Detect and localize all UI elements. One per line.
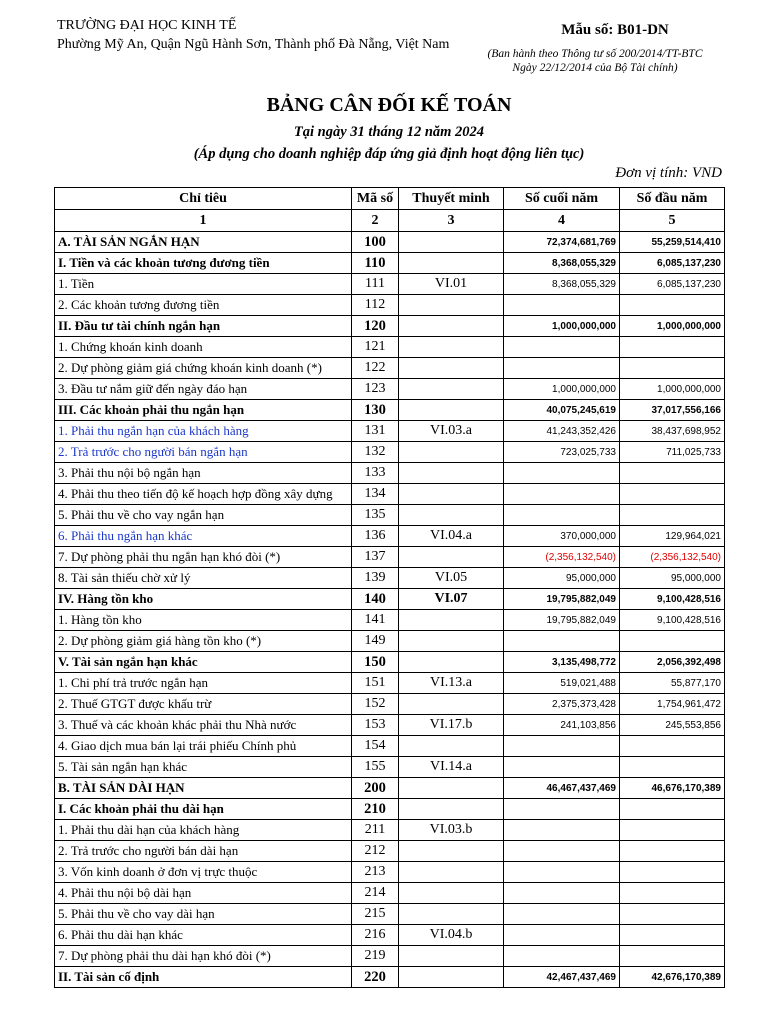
table-row — [55, 568, 725, 589]
table-row — [55, 484, 725, 505]
row-year-end-value: 72,374,681,769 — [504, 232, 620, 253]
row-year-end-value: 46,467,437,469 — [504, 778, 620, 799]
row-year-start-value — [620, 862, 725, 883]
row-note — [399, 946, 504, 967]
row-year-end-value — [504, 946, 620, 967]
row-year-end-value: 95,000,000 — [504, 568, 620, 589]
row-label: 6. Phải thu ngắn hạn khác — [55, 526, 352, 547]
legal-basis-line-1: (Ban hành theo Thông tư số 200/2014/TT-BTC — [487, 48, 703, 60]
row-label: 8. Tài sản thiếu chờ xử lý — [55, 568, 352, 589]
row-year-start-value: 245,553,856 — [620, 715, 725, 736]
row-year-start-value — [620, 358, 725, 379]
row-label: 3. Đầu tư nắm giữ đến ngày đáo hạn — [55, 379, 352, 400]
row-year-start-value — [620, 799, 725, 820]
row-code: 123 — [352, 379, 399, 400]
row-year-start-value: 9,100,428,516 — [620, 610, 725, 631]
balance-sheet-table — [54, 187, 725, 988]
row-code: 121 — [352, 337, 399, 358]
row-code: 112 — [352, 295, 399, 316]
row-code: 130 — [352, 400, 399, 421]
row-label: II. Đầu tư tài chính ngắn hạn — [55, 316, 352, 337]
table-row — [55, 820, 725, 841]
table-row — [55, 631, 725, 652]
table-row — [55, 526, 725, 547]
row-label: V. Tài sản ngắn hạn khác — [55, 652, 352, 673]
row-label: 2. Trả trước cho người bán ngắn hạn — [55, 442, 352, 463]
row-label: 4. Phải thu nội bộ dài hạn — [55, 883, 352, 904]
row-note: VI.04.b — [399, 925, 504, 946]
row-label: 2. Các khoản tương đương tiền — [55, 295, 352, 316]
row-year-end-value: 19,795,882,049 — [504, 610, 620, 631]
row-label: 1. Chi phí trả trước ngắn hạn — [55, 673, 352, 694]
table-row — [55, 715, 725, 736]
row-year-end-value: 8,368,055,329 — [504, 274, 620, 295]
row-year-start-value: 1,000,000,000 — [620, 379, 725, 400]
row-note — [399, 652, 504, 673]
table-row — [55, 316, 725, 337]
row-label: A. TÀI SẢN NGẮN HẠN — [55, 232, 352, 253]
table-body — [55, 232, 725, 988]
row-label: II. Tài sản cố định — [55, 967, 352, 988]
row-label: 5. Tài sản ngắn hạn khác — [55, 757, 352, 778]
table-row — [55, 610, 725, 631]
row-code: 131 — [352, 421, 399, 442]
row-year-end-value — [504, 631, 620, 652]
legal-basis — [470, 47, 720, 75]
row-year-end-value — [504, 925, 620, 946]
table-row — [55, 505, 725, 526]
row-note: VI.14.a — [399, 757, 504, 778]
row-label: 5. Phải thu về cho vay ngắn hạn — [55, 505, 352, 526]
table-row — [55, 673, 725, 694]
organization-header — [57, 16, 449, 54]
row-label: 1. Hàng tồn kho — [55, 610, 352, 631]
row-label: 3. Phải thu nội bộ ngắn hạn — [55, 463, 352, 484]
column-header-code: Mã số — [352, 188, 399, 210]
row-year-end-value — [504, 358, 620, 379]
row-label: 6. Phải thu dài hạn khác — [55, 925, 352, 946]
row-label: 1. Tiền — [55, 274, 352, 295]
column-number: 4 — [504, 210, 620, 232]
row-year-start-value: 38,437,698,952 — [620, 421, 725, 442]
row-year-end-value — [504, 463, 620, 484]
row-label: 5. Phải thu về cho vay dài hạn — [55, 904, 352, 925]
row-code: 141 — [352, 610, 399, 631]
row-year-end-value — [504, 820, 620, 841]
row-code: 152 — [352, 694, 399, 715]
row-label: 2. Dự phòng giảm giá chứng khoán kinh doanh (*) — [55, 358, 352, 379]
row-code: 155 — [352, 757, 399, 778]
row-year-start-value — [620, 295, 725, 316]
org-name: TRƯỜNG ĐẠI HỌC KINH TẾ — [57, 18, 237, 33]
row-note: VI.03.b — [399, 820, 504, 841]
row-note: VI.05 — [399, 568, 504, 589]
row-year-end-value — [504, 799, 620, 820]
row-note: VI.07 — [399, 589, 504, 610]
row-year-start-value — [620, 883, 725, 904]
row-year-end-value — [504, 862, 620, 883]
row-code: 215 — [352, 904, 399, 925]
row-year-end-value — [504, 736, 620, 757]
row-note — [399, 316, 504, 337]
row-year-end-value — [504, 757, 620, 778]
row-code: 210 — [352, 799, 399, 820]
row-code: 100 — [352, 232, 399, 253]
form-number: Mẫu số: B01-DN — [561, 22, 669, 38]
row-year-end-value: 41,243,352,426 — [504, 421, 620, 442]
row-note — [399, 862, 504, 883]
row-note — [399, 631, 504, 652]
row-year-start-value: 95,000,000 — [620, 568, 725, 589]
legal-basis-line-2: Ngày 22/12/2014 của Bộ Tài chính) — [512, 62, 678, 74]
row-year-start-value: 1,000,000,000 — [620, 316, 725, 337]
row-note — [399, 463, 504, 484]
row-note — [399, 253, 504, 274]
row-note — [399, 379, 504, 400]
row-year-start-value: 1,754,961,472 — [620, 694, 725, 715]
row-year-end-value: 519,021,488 — [504, 673, 620, 694]
column-number: 1 — [55, 210, 352, 232]
row-code: 136 — [352, 526, 399, 547]
row-code: 211 — [352, 820, 399, 841]
row-year-start-value: 55,259,514,410 — [620, 232, 725, 253]
row-note — [399, 904, 504, 925]
table-row — [55, 463, 725, 484]
row-label: 4. Giao dịch mua bán lại trái phiếu Chính phủ — [55, 736, 352, 757]
table-row — [55, 337, 725, 358]
row-note — [399, 967, 504, 988]
row-note — [399, 736, 504, 757]
row-label: IV. Hàng tồn kho — [55, 589, 352, 610]
row-note — [399, 358, 504, 379]
row-year-start-value: 42,676,170,389 — [620, 967, 725, 988]
row-code: 139 — [352, 568, 399, 589]
row-year-end-value — [504, 904, 620, 925]
table-row — [55, 589, 725, 610]
row-year-start-value — [620, 904, 725, 925]
row-year-start-value — [620, 736, 725, 757]
row-year-end-value: 8,368,055,329 — [504, 253, 620, 274]
row-year-start-value — [620, 946, 725, 967]
row-year-start-value — [620, 505, 725, 526]
org-address: Phường Mỹ An, Quận Ngũ Hành Sơn, Thành phố Đà Nẵng, Việt Nam — [57, 37, 450, 52]
row-year-start-value: 711,025,733 — [620, 442, 725, 463]
row-note: VI.13.a — [399, 673, 504, 694]
row-year-end-value: 723,025,733 — [504, 442, 620, 463]
table-row — [55, 757, 725, 778]
row-year-start-value: 37,017,556,166 — [620, 400, 725, 421]
row-year-start-value: 6,085,137,230 — [620, 274, 725, 295]
row-year-end-value: 1,000,000,000 — [504, 379, 620, 400]
row-year-end-value: (2,356,132,540) — [504, 547, 620, 568]
table-row — [55, 421, 725, 442]
row-note — [399, 295, 504, 316]
row-label: 1. Phải thu ngắn hạn của khách hàng — [55, 421, 352, 442]
row-year-start-value — [620, 337, 725, 358]
row-note: VI.03.a — [399, 421, 504, 442]
row-code: 149 — [352, 631, 399, 652]
row-year-end-value: 1,000,000,000 — [504, 316, 620, 337]
table-row — [55, 442, 725, 463]
table-row — [55, 652, 725, 673]
row-code: 122 — [352, 358, 399, 379]
table-row — [55, 862, 725, 883]
table-row — [55, 841, 725, 862]
row-year-end-value: 2,375,373,428 — [504, 694, 620, 715]
table-row — [55, 274, 725, 295]
row-label: 2. Trả trước cho người bán dài hạn — [55, 841, 352, 862]
row-code: 140 — [352, 589, 399, 610]
row-label: 3. Thuế và các khoản khác phải thu Nhà nước — [55, 715, 352, 736]
row-label: 4. Phải thu theo tiến độ kế hoạch hợp đồng xây dựng — [55, 484, 352, 505]
table-row — [55, 400, 725, 421]
row-label: B. TÀI SẢN DÀI HẠN — [55, 778, 352, 799]
row-note — [399, 694, 504, 715]
row-label: III. Các khoản phải thu ngắn hạn — [55, 400, 352, 421]
row-note: VI.17.b — [399, 715, 504, 736]
row-code: 154 — [352, 736, 399, 757]
row-year-end-value — [504, 841, 620, 862]
row-note — [399, 337, 504, 358]
table-row — [55, 736, 725, 757]
row-year-end-value: 3,135,498,772 — [504, 652, 620, 673]
row-code: 213 — [352, 862, 399, 883]
row-year-end-value: 241,103,856 — [504, 715, 620, 736]
row-code: 220 — [352, 967, 399, 988]
table-row — [55, 547, 725, 568]
row-label: I. Các khoản phải thu dài hạn — [55, 799, 352, 820]
row-note: VI.01 — [399, 274, 504, 295]
row-code: 132 — [352, 442, 399, 463]
row-code: 133 — [352, 463, 399, 484]
row-year-start-value — [620, 841, 725, 862]
row-note — [399, 400, 504, 421]
row-year-start-value: 2,056,392,498 — [620, 652, 725, 673]
report-date: Tại ngày 31 tháng 12 năm 2024 — [293, 124, 485, 140]
row-label: 1. Chứng khoán kinh doanh — [55, 337, 352, 358]
row-code: 111 — [352, 274, 399, 295]
row-label: 7. Dự phòng phải thu dài hạn khó đòi (*) — [55, 946, 352, 967]
row-note — [399, 505, 504, 526]
row-note — [399, 484, 504, 505]
row-code: 135 — [352, 505, 399, 526]
table-row — [55, 904, 725, 925]
table-row — [55, 925, 725, 946]
row-note — [399, 232, 504, 253]
row-year-start-value — [620, 463, 725, 484]
table-row — [55, 967, 725, 988]
column-number-row — [55, 210, 725, 232]
row-code: 150 — [352, 652, 399, 673]
row-label: 1. Phải thu dài hạn của khách hàng — [55, 820, 352, 841]
row-year-start-value: 129,964,021 — [620, 526, 725, 547]
row-label: 7. Dự phòng phải thu ngắn hạn khó đòi (*) — [55, 547, 352, 568]
row-code: 219 — [352, 946, 399, 967]
row-code: 137 — [352, 547, 399, 568]
row-code: 214 — [352, 883, 399, 904]
row-year-end-value — [504, 505, 620, 526]
table-row — [55, 799, 725, 820]
row-year-start-value — [620, 484, 725, 505]
table-row — [55, 883, 725, 904]
table-row — [55, 778, 725, 799]
row-year-end-value: 42,467,437,469 — [504, 967, 620, 988]
row-label: 2. Dự phòng giảm giá hàng tồn kho (*) — [55, 631, 352, 652]
column-number: 3 — [399, 210, 504, 232]
row-code: 134 — [352, 484, 399, 505]
table-row — [55, 694, 725, 715]
row-note: VI.04.a — [399, 526, 504, 547]
row-code: 153 — [352, 715, 399, 736]
row-year-end-value — [504, 295, 620, 316]
table-row — [55, 379, 725, 400]
row-note — [399, 547, 504, 568]
table-row — [55, 232, 725, 253]
row-year-start-value: 55,877,170 — [620, 673, 725, 694]
row-code: 151 — [352, 673, 399, 694]
row-note — [399, 799, 504, 820]
row-code: 216 — [352, 925, 399, 946]
row-year-start-value: (2,356,132,540) — [620, 547, 725, 568]
form-reference — [470, 22, 720, 75]
row-label: I. Tiền và các khoản tương đương tiền — [55, 253, 352, 274]
document-title: BẢNG CÂN ĐỐI KẾ TOÁN — [266, 94, 512, 116]
row-code: 110 — [352, 253, 399, 274]
table-row — [55, 295, 725, 316]
row-year-start-value — [620, 757, 725, 778]
table-row — [55, 946, 725, 967]
row-note — [399, 841, 504, 862]
column-number: 2 — [352, 210, 399, 232]
row-year-end-value: 40,075,245,619 — [504, 400, 620, 421]
column-header-note: Thuyết minh — [399, 188, 504, 210]
row-note — [399, 442, 504, 463]
row-year-start-value — [620, 820, 725, 841]
row-year-end-value — [504, 337, 620, 358]
row-year-end-value: 19,795,882,049 — [504, 589, 620, 610]
row-note — [399, 778, 504, 799]
row-year-start-value: 6,085,137,230 — [620, 253, 725, 274]
applicability-note: (Áp dụng cho doanh nghiệp đáp ứng giả định hoạt động liên tục) — [193, 146, 585, 162]
column-header-year-end: Số cuối năm — [504, 188, 620, 210]
column-header-item: Chỉ tiêu — [55, 188, 352, 210]
row-year-end-value — [504, 883, 620, 904]
table-row — [55, 253, 725, 274]
row-note — [399, 610, 504, 631]
row-year-start-value — [620, 925, 725, 946]
row-code: 200 — [352, 778, 399, 799]
row-label: 3. Vốn kinh doanh ở đơn vị trực thuộc — [55, 862, 352, 883]
row-year-start-value: 9,100,428,516 — [620, 589, 725, 610]
row-year-start-value — [620, 631, 725, 652]
currency-unit: Đơn vị tính: VND — [615, 165, 722, 181]
table-row — [55, 358, 725, 379]
row-code: 120 — [352, 316, 399, 337]
row-year-end-value: 370,000,000 — [504, 526, 620, 547]
row-label: 2. Thuế GTGT được khấu trừ — [55, 694, 352, 715]
column-number: 5 — [620, 210, 725, 232]
row-year-end-value — [504, 484, 620, 505]
header-row — [55, 188, 725, 210]
row-code: 212 — [352, 841, 399, 862]
column-header-year-start: Số đầu năm — [620, 188, 725, 210]
row-note — [399, 883, 504, 904]
row-year-start-value: 46,676,170,389 — [620, 778, 725, 799]
